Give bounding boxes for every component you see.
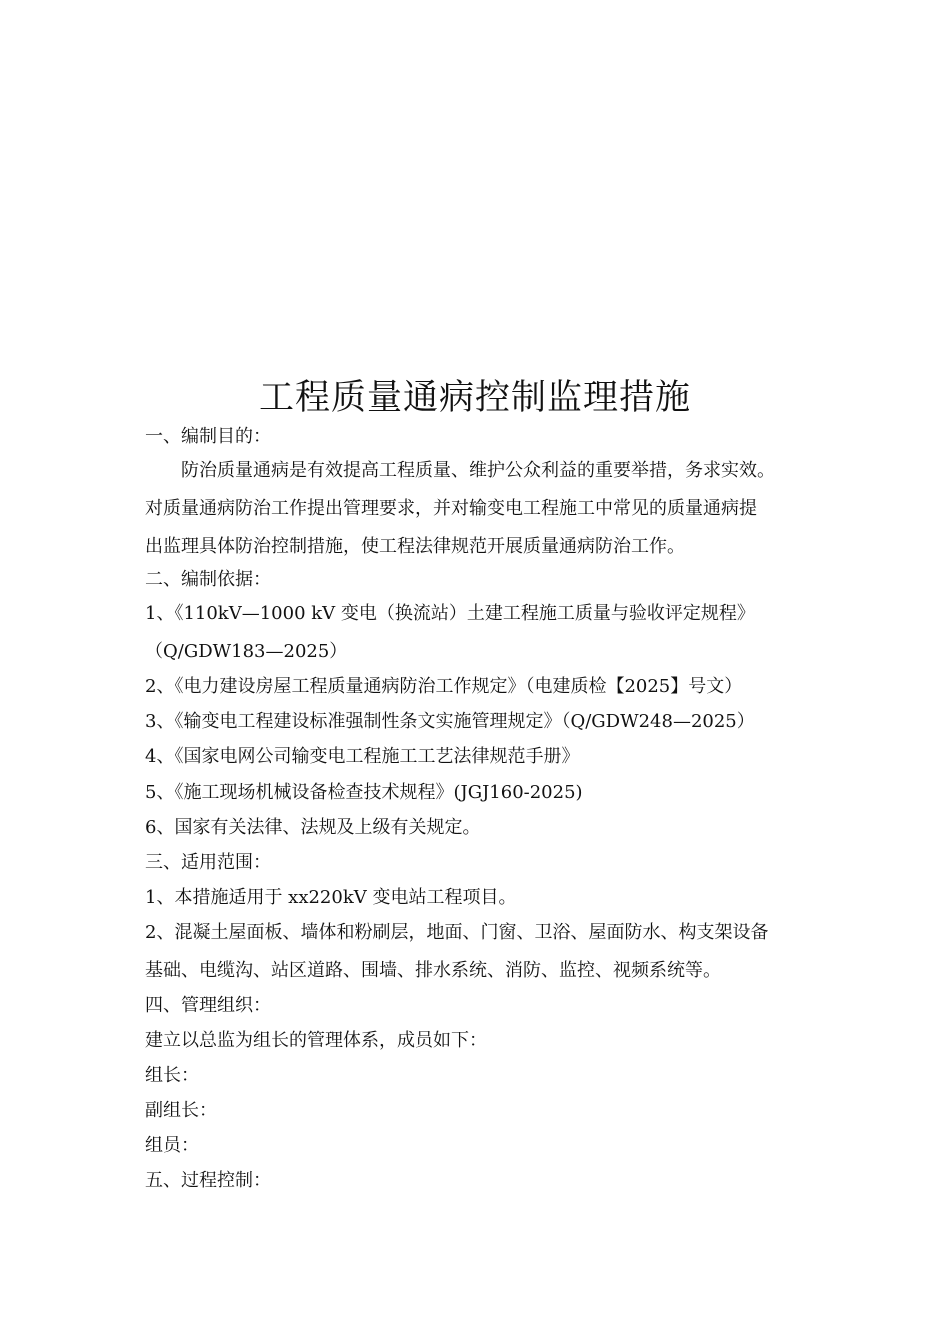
list-item: 5、《施工现场机械设备检查技术规程》(JGJ160-2025) [145, 782, 583, 803]
list-item: 2、混凝土屋面板、墙体和粉刷层，地面、门窗、卫浴、屋面防水、构支架设备 [145, 922, 769, 943]
list-item: 3、《输变电工程建设标准强制性条文实施管理规定》（Q/GDW248—2025） [145, 711, 755, 732]
list-item: 1、《110kV—1000 kV 变电（换流站）土建工程施工质量与验收评定规程》 [145, 603, 755, 624]
section-heading-organization: 四、管理组织： [145, 995, 271, 1016]
paragraph-line: 建立以总监为组长的管理体系，成员如下： [145, 1030, 487, 1051]
section-heading-scope: 三、适用范围： [145, 852, 271, 873]
field-label-leader: 组长： [145, 1065, 199, 1086]
list-item-continuation: 基础、电缆沟、站区道路、围墙、排水系统、消防、监控、视频系统等。 [145, 960, 721, 981]
paragraph-line: 出监理具体防治控制措施，使工程法律规范开展质量通病防治工作。 [145, 536, 685, 557]
paragraph-line: 对质量通病防治工作提出管理要求，并对输变电工程施工中常见的质量通病提 [145, 498, 757, 519]
list-item: 2、《电力建设房屋工程质量通病防治工作规定》（电建质检【2025】号文） [145, 676, 743, 697]
paragraph-line: 防治质量通病是有效提高工程质量、维护公众利益的重要举措，务求实效。 [181, 460, 775, 481]
list-item: 4、《国家电网公司输变电工程施工工艺法律规范手册》 [145, 746, 580, 767]
field-label-deputy: 副组长： [145, 1100, 217, 1121]
list-item-continuation: （Q/GDW183—2025） [145, 641, 348, 662]
field-label-members: 组员： [145, 1135, 199, 1156]
section-heading-process-control: 五、过程控制： [145, 1170, 271, 1191]
section-heading-basis: 二、编制依据： [145, 569, 271, 590]
section-heading-purpose: 一、编制目的： [145, 426, 271, 447]
list-item: 6、国家有关法律、法规及上级有关规定。 [145, 817, 481, 838]
list-item: 1、本措施适用于 xx220kV 变电站工程项目。 [145, 887, 517, 908]
document-title: 工程质量通病控制监理措施 [258, 378, 691, 418]
